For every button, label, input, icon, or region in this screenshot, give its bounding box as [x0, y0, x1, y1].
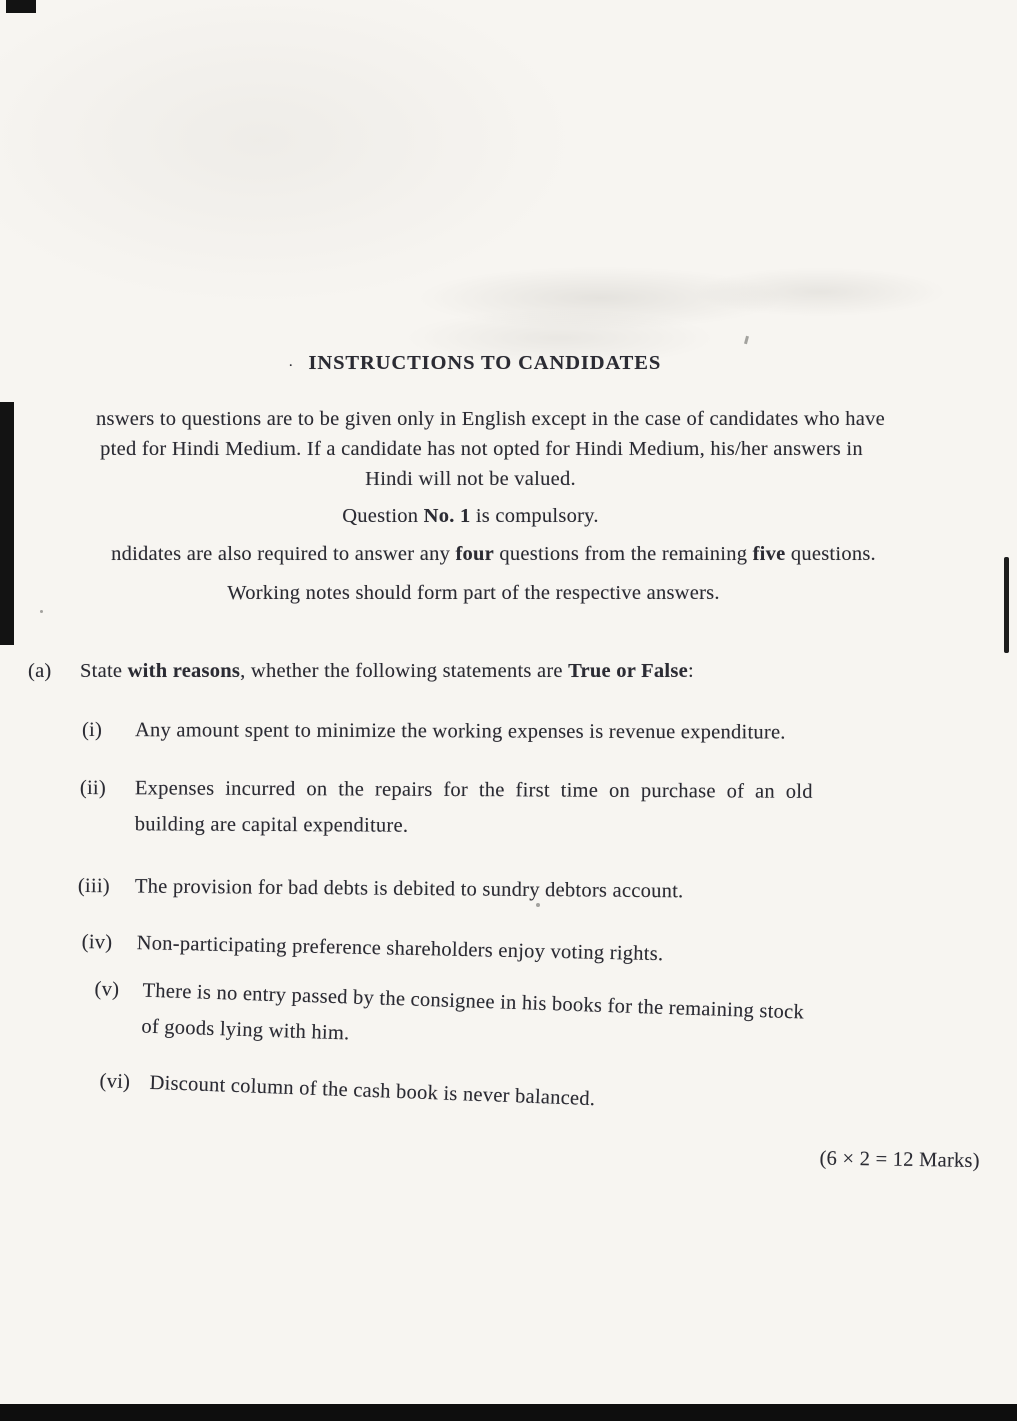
- item-label: (iv): [81, 931, 113, 954]
- scan-artifact-bottom-bar: [0, 1404, 1017, 1421]
- item-text: Discount column of the cash book is never balanced.: [149, 1071, 596, 1111]
- text-segment: questions from the remaining: [494, 543, 753, 565]
- scan-speck: [536, 903, 540, 907]
- part-label: (a): [28, 660, 52, 682]
- text-segment: questions.: [785, 543, 876, 565]
- item-label: (v): [94, 978, 120, 1001]
- intro-remaining: [0, 543, 1002, 566]
- text-segment: :: [687, 660, 694, 682]
- text-segment-bold: True or False: [568, 660, 688, 682]
- intro-line-3: Hindi will not be valued.: [365, 468, 576, 490]
- statement-item-v: [93, 978, 804, 1060]
- statement-item-vi: [99, 1070, 595, 1111]
- item-text-continued: of goods lying with him.: [141, 1015, 350, 1045]
- text-segment: State: [80, 660, 128, 682]
- marks-note: (6 × 2 = 12 Marks): [819, 1147, 980, 1172]
- title-text: INSTRUCTIONS TO CANDIDATES: [308, 352, 662, 374]
- item-text: Non-participating preference shareholders enjoy voting rights.: [136, 932, 664, 966]
- statement-item-iii: [78, 875, 684, 903]
- text-segment-bold: with reasons: [127, 660, 241, 682]
- text-segment-bold: No. 1: [423, 505, 471, 527]
- item-text-continued: building are capital expenditure.: [134, 813, 409, 837]
- text-segment-bold: five: [752, 543, 786, 565]
- text-segment: ndidates are also required to answer any: [111, 543, 456, 565]
- item-label: (vi): [99, 1070, 131, 1094]
- intro-working-notes: Working notes should form part of the respective answers.: [227, 582, 720, 604]
- statement-item-i: [82, 719, 786, 744]
- item-text: Any amount spent to minimize the working expenses is revenue expenditure.: [134, 719, 786, 744]
- scan-artifact-top-left: [6, 0, 36, 13]
- scan-speck: [744, 336, 749, 345]
- statement-item-iv: [82, 931, 664, 966]
- item-text: There is no entry passed by the consignee in his books for the remaining stock: [142, 979, 805, 1024]
- title-leading-dot: .: [288, 354, 294, 370]
- item-label: (ii): [79, 777, 107, 800]
- text-segment-bold: four: [455, 543, 495, 565]
- question-part-a: [28, 660, 694, 683]
- intro-line-1: nswers to questions are to be given only in English except in the case of candidates who have: [96, 408, 885, 430]
- item-label: (i): [81, 719, 103, 742]
- intro-line-2: pted for Hindi Medium. If a candidate has not opted for Hindi Medium, his/her answers in: [100, 438, 863, 460]
- intro-compulsory: [0, 505, 979, 528]
- item-text: The provision for bad debts is debited to sundry debtors account.: [134, 875, 684, 903]
- page-title: [0, 352, 950, 375]
- scan-speck: [40, 610, 43, 613]
- scan-artifact-right-line: [1004, 557, 1009, 653]
- text-segment: is compulsory.: [470, 505, 599, 527]
- text-segment: Question: [342, 505, 424, 527]
- statement-item-ii: [80, 777, 813, 840]
- text-segment: , whether the following statements are: [240, 660, 569, 682]
- item-text: Expenses incurred on the repairs for the first time on purchase of an old: [134, 777, 813, 803]
- item-label: (iii): [77, 875, 110, 898]
